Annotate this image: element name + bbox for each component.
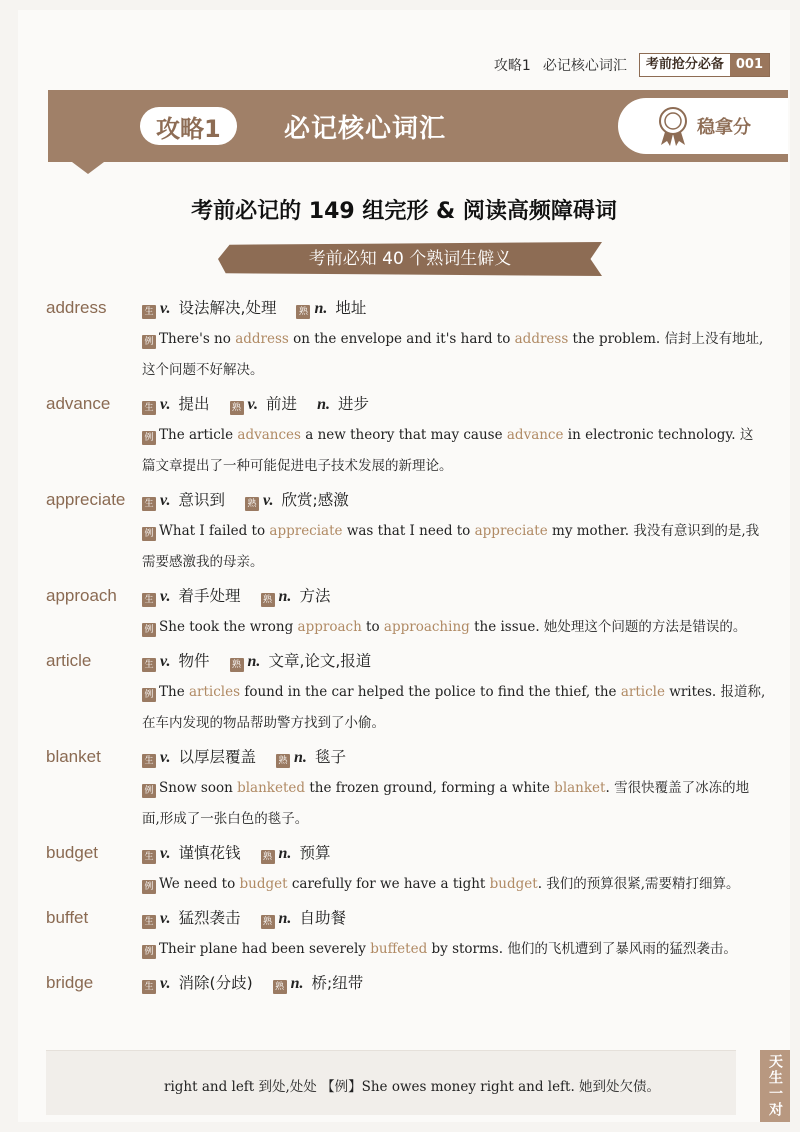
headword: blanket	[46, 747, 101, 766]
example-text: the problem. 信封上没有地址,这个问题不好解决。	[142, 331, 764, 378]
example-text: What I failed to	[159, 523, 270, 539]
highlighted-word: address	[235, 331, 289, 347]
example-text: in electronic technology. 这篇文章提出了一种可能促进电子技术发展的新理论。	[142, 427, 754, 474]
sense	[142, 649, 210, 671]
entry-head	[46, 584, 766, 612]
example-text: She took the wrong	[159, 619, 298, 635]
example-text: writes. 报道称,在车内发现的物品帮助警方找到了小偷。	[142, 684, 766, 731]
sense	[261, 841, 331, 863]
sense-tag: 生	[142, 754, 156, 768]
meaning: 设法解决,处理	[178, 299, 277, 317]
side-tab: 天生一对	[760, 1050, 790, 1122]
meaning: 文章,论文,报道	[268, 652, 372, 670]
example-tag: 例	[142, 688, 156, 702]
example-sentence	[46, 934, 766, 965]
example-sentence	[46, 324, 766, 386]
meaning: 猛烈袭击	[178, 909, 241, 927]
sense-tag: 熟	[276, 754, 290, 768]
sense	[142, 488, 225, 510]
sense	[230, 392, 298, 414]
example-text: the frozen ground, forming a white	[305, 780, 555, 796]
part-of-speech: n.	[278, 845, 292, 862]
entry-head	[46, 392, 766, 420]
part-of-speech: n.	[314, 300, 328, 317]
vocab-entry	[46, 841, 766, 900]
example-sentence	[46, 612, 766, 643]
page	[18, 10, 790, 1122]
meaning: 桥;纽带	[311, 974, 364, 992]
page-title: 考前必记的 149 组完形 & 阅读高频障碍词	[191, 199, 617, 224]
example-text: a new theory that may cause	[300, 427, 507, 443]
part-of-speech: v.	[160, 910, 171, 927]
meaning: 谨慎花钱	[178, 844, 241, 862]
meaning: 方法	[299, 587, 331, 605]
score-badge	[618, 98, 788, 154]
sense-tag: 熟	[230, 658, 244, 672]
example-tag: 例	[142, 880, 156, 894]
highlighted-word: approach	[297, 619, 362, 635]
sense	[142, 296, 276, 318]
headword: buffet	[46, 908, 89, 927]
meaning: 前进	[266, 395, 298, 413]
meaning: 预算	[299, 844, 331, 862]
entry-head	[46, 649, 766, 677]
vocab-entry	[46, 971, 766, 999]
example-sentence	[46, 420, 766, 482]
sense-tag: 生	[142, 850, 156, 864]
sense	[245, 488, 349, 510]
example-text: The	[159, 684, 189, 700]
meaning: 消除(分歧)	[178, 974, 253, 992]
example-text: to	[361, 619, 384, 635]
sense-tag: 熟	[261, 915, 275, 929]
sense-tag: 生	[142, 401, 156, 415]
sense-tag: 生	[142, 980, 156, 994]
vocab-entry	[46, 584, 766, 643]
section-badge-label: 考前抢分必备	[640, 54, 730, 76]
example-text: There's no	[159, 331, 236, 347]
vocab-entry	[46, 392, 766, 482]
highlighted-word: article	[620, 684, 665, 700]
sense	[142, 841, 241, 863]
sense-tag: 熟	[261, 593, 275, 607]
sense	[296, 296, 366, 318]
highlighted-word: advances	[237, 427, 301, 443]
header-chapter-label: 攻略1	[493, 58, 531, 74]
example-text: by storms. 他们的飞机遭到了暴风雨的猛烈袭击。	[427, 941, 737, 957]
running-header	[494, 52, 770, 78]
award-ribbon-icon	[655, 105, 691, 147]
vocab-entry	[46, 488, 766, 578]
example-text: Their plane had been severely	[159, 941, 371, 957]
footer-note-box	[46, 1050, 736, 1115]
example-text: the issue. 她处理这个问题的方法是错误的。	[469, 619, 747, 635]
meaning: 提出	[178, 395, 210, 413]
sense-tag: 生	[142, 593, 156, 607]
sense	[261, 584, 331, 606]
highlighted-word: budget	[489, 876, 538, 892]
part-of-speech: n.	[317, 396, 330, 413]
part-of-speech: n.	[294, 749, 307, 766]
meaning: 物件	[178, 652, 210, 670]
headword: appreciate	[46, 490, 126, 509]
part-of-speech: v.	[160, 396, 171, 413]
highlighted-word: approaching	[383, 619, 470, 635]
example-text: The article	[159, 427, 238, 443]
entry-head	[46, 296, 766, 324]
highlighted-word: blanket	[554, 780, 606, 796]
part-of-speech: n.	[290, 975, 304, 992]
example-text: Snow soon	[159, 780, 238, 796]
headword: advance	[46, 394, 111, 413]
highlighted-word: articles	[188, 684, 241, 700]
sense	[142, 906, 241, 928]
sense	[142, 584, 241, 606]
example-sentence	[46, 516, 766, 578]
headword: bridge	[46, 973, 94, 992]
vocab-entry	[46, 745, 766, 835]
meaning: 着手处理	[178, 587, 241, 605]
example-text: was that I need to	[342, 523, 475, 539]
highlighted-word: address	[514, 331, 569, 347]
meaning: 进步	[337, 395, 369, 413]
headword: budget	[46, 843, 98, 862]
sense-tag: 熟	[261, 850, 275, 864]
sense	[230, 649, 372, 671]
meaning: 地址	[335, 299, 367, 317]
banner-notch	[72, 162, 104, 174]
entry-head	[46, 971, 766, 999]
example-text: found in the car helped the police to find the thief, the	[240, 684, 621, 700]
sub-title: 考前必知 40 个熟词生僻义	[308, 249, 512, 269]
example-sentence	[46, 677, 766, 739]
sense	[261, 906, 346, 928]
example-tag: 例	[142, 431, 156, 445]
highlighted-word: buffeted	[370, 941, 428, 957]
vocab-entry	[46, 906, 766, 965]
part-of-speech: v.	[263, 492, 274, 509]
entry-head	[46, 745, 766, 773]
example-tag: 例	[142, 784, 156, 798]
example-tag: 例	[142, 335, 156, 349]
sense	[142, 971, 253, 993]
section-badge	[639, 53, 770, 77]
example-text: my mother. 我没有意识到的是,我需要感激我的母亲。	[142, 523, 760, 570]
example-sentence	[46, 869, 766, 900]
highlighted-word: budget	[239, 876, 288, 892]
sense	[276, 745, 346, 767]
meaning: 以厚层覆盖	[178, 748, 257, 766]
chapter-pill: 攻略1	[140, 107, 237, 145]
sense-tag: 生	[142, 915, 156, 929]
example-tag: 例	[142, 945, 156, 959]
example-text: We need to	[159, 876, 240, 892]
vocabulary-list	[46, 296, 766, 1005]
sense-tag: 熟	[245, 497, 259, 511]
meaning: 意识到	[178, 491, 226, 509]
part-of-speech: v.	[247, 396, 259, 413]
sense-tag: 熟	[273, 980, 287, 994]
highlighted-word: advance	[506, 427, 564, 443]
part-of-speech: v.	[160, 845, 171, 862]
part-of-speech: n.	[278, 588, 292, 605]
entry-head	[46, 488, 766, 516]
part-of-speech: v.	[160, 653, 171, 670]
entry-head	[46, 906, 766, 934]
chapter-title: 必记核心词汇	[284, 114, 447, 144]
sense	[317, 392, 369, 414]
part-of-speech: v.	[160, 749, 171, 766]
highlighted-word: blanketed	[237, 780, 306, 796]
sense	[142, 745, 256, 767]
chapter-banner	[48, 90, 788, 162]
sense-tag: 生	[142, 497, 156, 511]
sense	[273, 971, 364, 993]
example-text: . 我们的预算很紧,需要精打细算。	[537, 876, 740, 892]
part-of-speech: v.	[160, 492, 171, 509]
sense	[142, 392, 210, 414]
score-label: 稳拿分	[697, 117, 751, 138]
example-text: on the envelope and it's hard to	[288, 331, 515, 347]
example-tag: 例	[142, 623, 156, 637]
highlighted-word: appreciate	[269, 523, 343, 539]
headword: approach	[46, 586, 117, 605]
sense-tag: 生	[142, 305, 156, 319]
example-sentence	[46, 773, 766, 835]
part-of-speech: v.	[160, 975, 171, 992]
example-text: carefully for we have a tight	[287, 876, 490, 892]
footer-note: right and left 到处,处处 【例】She owes money right and left. 她到处欠债。	[164, 1079, 661, 1095]
part-of-speech: v.	[160, 300, 171, 317]
sense-tag: 生	[142, 658, 156, 672]
part-of-speech: n.	[278, 910, 292, 927]
meaning: 自助餐	[299, 909, 346, 927]
page-number: 001	[730, 54, 769, 76]
part-of-speech: v.	[160, 588, 171, 605]
entry-head	[46, 841, 766, 869]
highlighted-word: appreciate	[474, 523, 548, 539]
vocab-entry	[46, 649, 766, 739]
sense-tag: 熟	[296, 305, 310, 319]
meaning: 欣赏;感激	[281, 491, 349, 509]
vocab-entry	[46, 296, 766, 386]
example-text: . 雪很快覆盖了冰冻的地面,形成了一张白色的毯子。	[142, 780, 750, 827]
example-tag: 例	[142, 527, 156, 541]
header-chapter-name: 必记核心词汇	[542, 58, 627, 74]
sense-tag: 熟	[230, 401, 244, 415]
part-of-speech: n.	[247, 653, 261, 670]
meaning: 毯子	[314, 748, 346, 766]
headword: address	[46, 298, 107, 317]
headword: article	[46, 651, 92, 670]
